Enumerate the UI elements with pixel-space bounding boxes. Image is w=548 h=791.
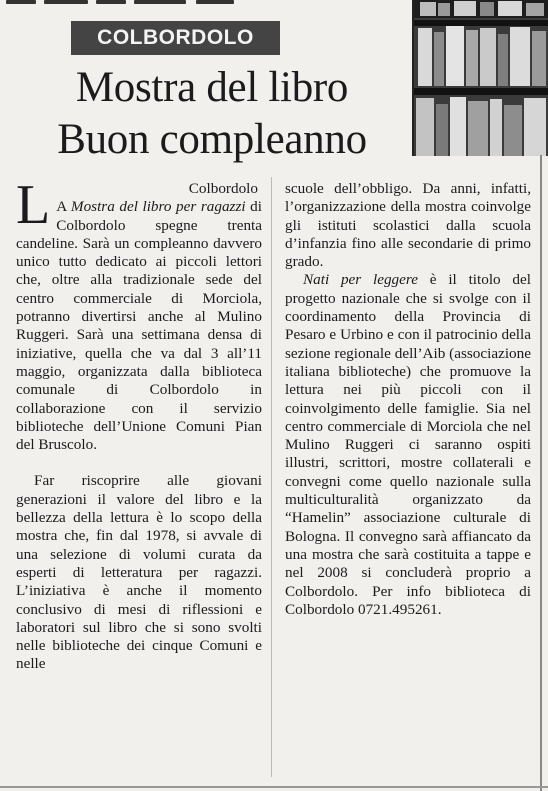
headline-line-1: Mostra del libro <box>75 64 349 111</box>
dateline: Colbordolo <box>188 180 258 197</box>
books-shelf-photo <box>414 0 548 156</box>
article-column-right <box>285 180 531 619</box>
article-paragraph-2-continued: scuole dell’obbligo. Da anni, infatti, l’organizzazione della mostra coinvolge gli istituti scolastici dalla scuola d’infanzia fino alle secondarie di primo grado. <box>285 180 531 271</box>
show-title: Mostra del libro per ragazzi <box>70 198 246 216</box>
article-paragraph-2: Far riscoprire alle giovani generazioni il valore del libro e la bellezza della lettura è lo scopo della mostra che, fin dal 1978, si avvale di una selezione di volumi curata da esperti di letteratura per ragazzi. L’iniziativa è anche il momento conclusivo di mesi di riflessioni e laboratori sul libro che si sono svolti nelle biblioteche dei cinque Comuni e nelle <box>16 472 262 673</box>
article-column-left <box>16 174 262 674</box>
section-kicker: COLBORDOLO <box>71 21 280 55</box>
drop-cap: L <box>16 174 51 236</box>
page-edge <box>540 155 542 791</box>
column-divider <box>271 177 272 777</box>
project-title: Nati per leggere <box>303 271 418 289</box>
page-edge-bottom <box>0 786 548 788</box>
article-paragraph-3: Nati per leggere è il titolo del progetto nazionale che si svolge con il coordinamento della Provincia di Pesaro e Urbino e con il patrocinio della sezione regionale dell’Aib (associazione italiana biblioteche) che promuove la lettura nei più piccoli con il coinvolgimento delle famiglie. Sia nel centro commerciale di Morciola che nel Mulino Ruggeri ci saranno ospiti illustri, scrittori, mostre collaterali e convegni come quello nazionale sulla multiculturalità organizzato da “Hamelin” associazione culturale di Bologna. Il convegno sarà affiancato da una mostra che sarà costituita a tappe e nel 2008 si concluderà proprio a Colbordolo. Per info biblioteca di Colbordolo 0721.495261. <box>285 271 531 618</box>
article-paragraph-1: L Colbordolo A Mostra del libro per ragazzi di Colbordolo spegne trenta candeline. Sarà un compleanno davvero unico tutto dedicato ai piccoli lettori che, oltre alla tradizionale sede del centro commerciale di Morciola, potranno divertirsi anche al Mulino Ruggeri. Sarà una settimana densa di iniziative, quella che va dal 3 all’11 maggio, organizzata dalla biblioteca comunale di Colbordolo in collaborazione con il servizio biblioteche dell’Unione Comuni Pian del Bruscolo. <box>16 174 262 454</box>
headline-line-2: Buon compleanno <box>57 116 367 163</box>
books-illustration <box>414 0 548 156</box>
headline <box>22 62 402 166</box>
